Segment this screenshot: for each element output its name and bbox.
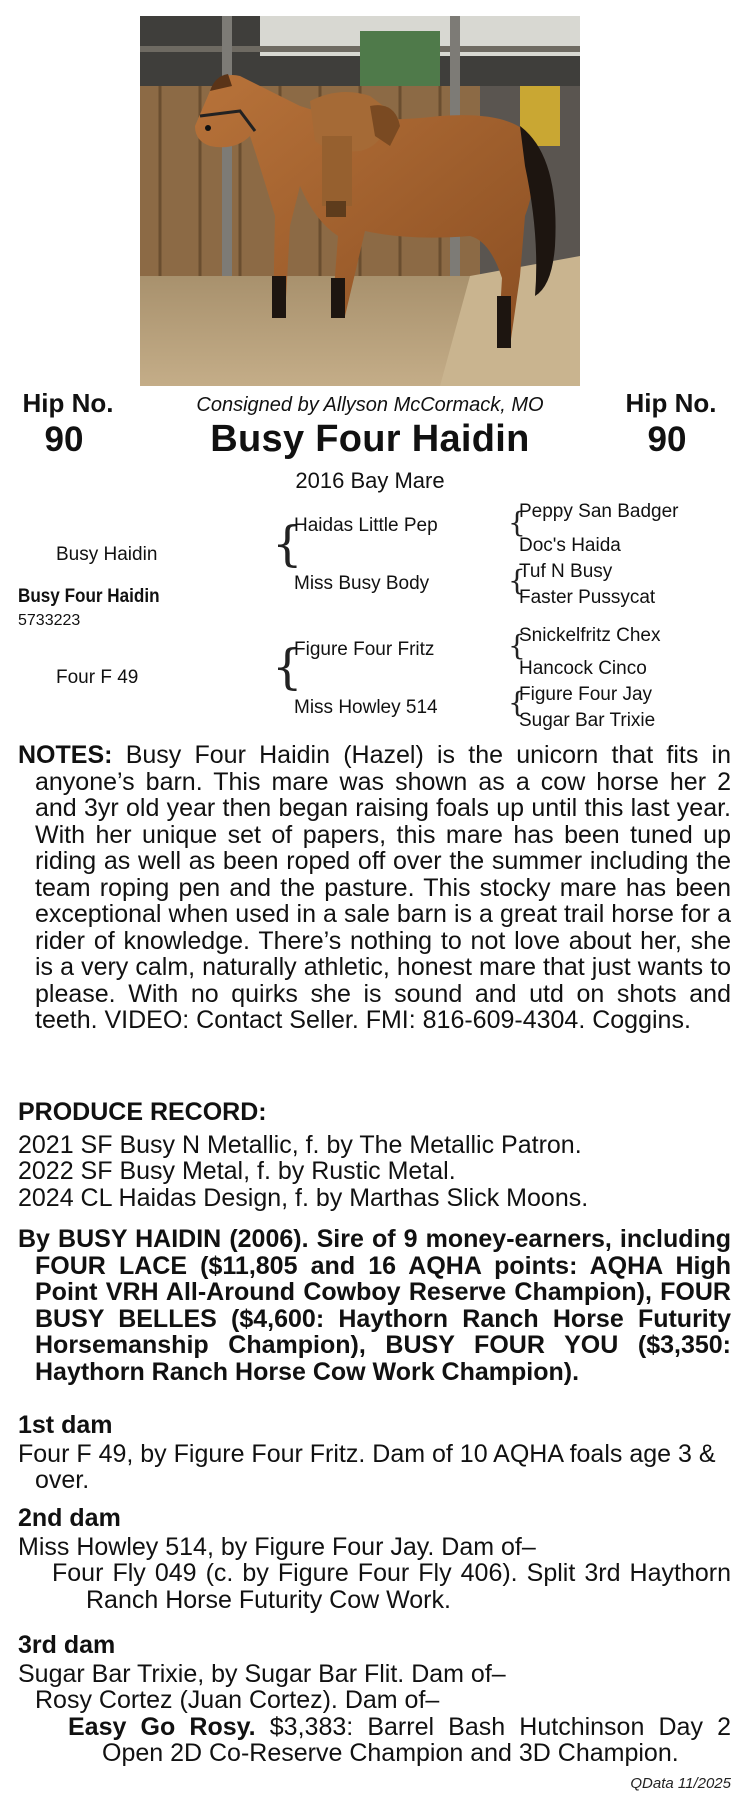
brace-sire-dam: { bbox=[508, 564, 526, 597]
pedigree-dss: Snickelfritz Chex bbox=[519, 625, 661, 646]
consignor: Consigned by Allyson McCormack, MO bbox=[196, 394, 544, 416]
pedigree-dam: Four F 49 bbox=[56, 667, 139, 688]
brace-dam: { bbox=[272, 639, 303, 695]
hip-label-right: Hip No. bbox=[625, 388, 717, 418]
third-dam-produce: Rosy Cortez (Juan Cortez). Dam of– bbox=[35, 1686, 440, 1714]
pedigree-dam-dam: Miss Howley 514 bbox=[294, 697, 438, 718]
pedigree-sss: Peppy San Badger bbox=[519, 501, 679, 522]
produce-item: 2024 CL Haidas Design, f. by Marthas Slick Moons. bbox=[18, 1183, 589, 1212]
hip-number-right: 90 bbox=[647, 420, 687, 459]
second-dam-produce: Four Fly 049 (c. by Figure Four Fly 406). Split 3rd Haythorn Ranch Horse Futurity Cow Work. bbox=[52, 1559, 731, 1614]
second-dam-section bbox=[18, 1505, 731, 1613]
pedigree-reg-number: 5733223 bbox=[18, 612, 81, 629]
notes-section bbox=[18, 742, 731, 1034]
third-dam-grand-produce bbox=[18, 1714, 731, 1767]
third-dam-heading: 3rd dam bbox=[18, 1631, 116, 1659]
second-dam-heading: 2nd dam bbox=[18, 1504, 121, 1532]
third-dam-section bbox=[18, 1632, 731, 1767]
pedigree-dds: Figure Four Jay bbox=[519, 684, 653, 705]
first-dam-section bbox=[18, 1412, 731, 1494]
notes-text: Busy Four Haidin (Hazel) is the unicorn that fits in anyone’s barn. This mare was shown as a cow horse her 2 and 3yr old year then began raising foals up until this last year. With her unique set of papers, this mare has been tuned up riding as well as been roped off over the summer including the team roping pen and the pasture. This stocky mare has been exceptional when used in a sale barn is a great trail horse for a rider of knowledge. There’s nothing to not love about her, she is a very calm, naturally athletic, honest mare that just wants to please. With no quirks she is sound and utd on shots and teeth. VIDEO: Contact Seller. FMI: 816-609-4304. Coggins. bbox=[35, 741, 732, 1034]
pedigree-sds: Tuf N Busy bbox=[519, 561, 613, 582]
horse-photo-illustration bbox=[140, 16, 580, 386]
pedigree-sire-sire: Haidas Little Pep bbox=[294, 515, 438, 536]
produce-record-heading: PRODUCE RECORD: bbox=[18, 1098, 267, 1126]
first-dam-text: Four F 49, by Figure Four Fritz. Dam of 10 AQHA foals age 3 & over. bbox=[18, 1439, 716, 1494]
produce-record-section bbox=[18, 1099, 731, 1211]
pedigree-sire: Busy Haidin bbox=[56, 544, 158, 565]
produce-item: 2022 SF Busy Metal, f. by Rustic Metal. bbox=[18, 1157, 456, 1185]
brace-sire: { bbox=[272, 516, 303, 572]
grand-produce-name: Easy Go Rosy. bbox=[68, 1712, 256, 1741]
pedigree-sdd: Faster Pussycat bbox=[519, 587, 656, 608]
brace-dam-dam: { bbox=[508, 686, 526, 719]
hip-label-left: Hip No. bbox=[22, 388, 114, 418]
produce-item: 2021 SF Busy N Metallic, f. by The Metallic Patron. bbox=[18, 1130, 582, 1159]
pedigree-sire-dam: Miss Busy Body bbox=[294, 573, 430, 594]
footer-credit: QData 11/2025 bbox=[630, 1775, 731, 1792]
pedigree-subject: Busy Four Haidin bbox=[18, 586, 160, 607]
sire-summary-section bbox=[18, 1226, 731, 1385]
horse-description: 2016 Bay Mare bbox=[295, 468, 445, 493]
notes-label: NOTES: bbox=[18, 741, 113, 769]
second-dam-text: Miss Howley 514, by Figure Four Jay. Dam of– bbox=[18, 1532, 536, 1561]
pedigree-dam-sire: Figure Four Fritz bbox=[294, 639, 435, 660]
horse-photo bbox=[140, 16, 580, 386]
sire-summary: By BUSY HAIDIN (2006). Sire of 9 money-earners, including FOUR LACE ($11,805 and 16 AQHA points: AQHA High Point VRH All-Around Cowboy Reserve Champion), FOUR BUSY BELLES ($4,600: Haythorn Ranch Horse Futurity Horsemanship Champion), BUSY FOUR YOU ($3,350: Haythorn Ranch Horse Cow Work Champion). bbox=[18, 1225, 731, 1386]
first-dam-heading: 1st dam bbox=[18, 1411, 113, 1439]
pedigree-ddd: Sugar Bar Trixie bbox=[519, 710, 656, 731]
hip-number-left: 90 bbox=[44, 420, 84, 459]
brace-dam-sire: { bbox=[508, 629, 526, 662]
pedigree-dsd: Hancock Cinco bbox=[519, 658, 647, 679]
third-dam-text: Sugar Bar Trixie, by Sugar Bar Flit. Dam of– bbox=[18, 1659, 506, 1688]
brace-sire-sire: { bbox=[508, 506, 526, 539]
pedigree-ssd: Doc's Haida bbox=[519, 535, 621, 556]
grand-produce-text: $3,383: Barrel Bash Hutchinson Day 2 Open 2D Co-Reserve Champion and 3D Champion. bbox=[102, 1712, 732, 1767]
horse-name: Busy Four Haidin bbox=[210, 418, 530, 460]
